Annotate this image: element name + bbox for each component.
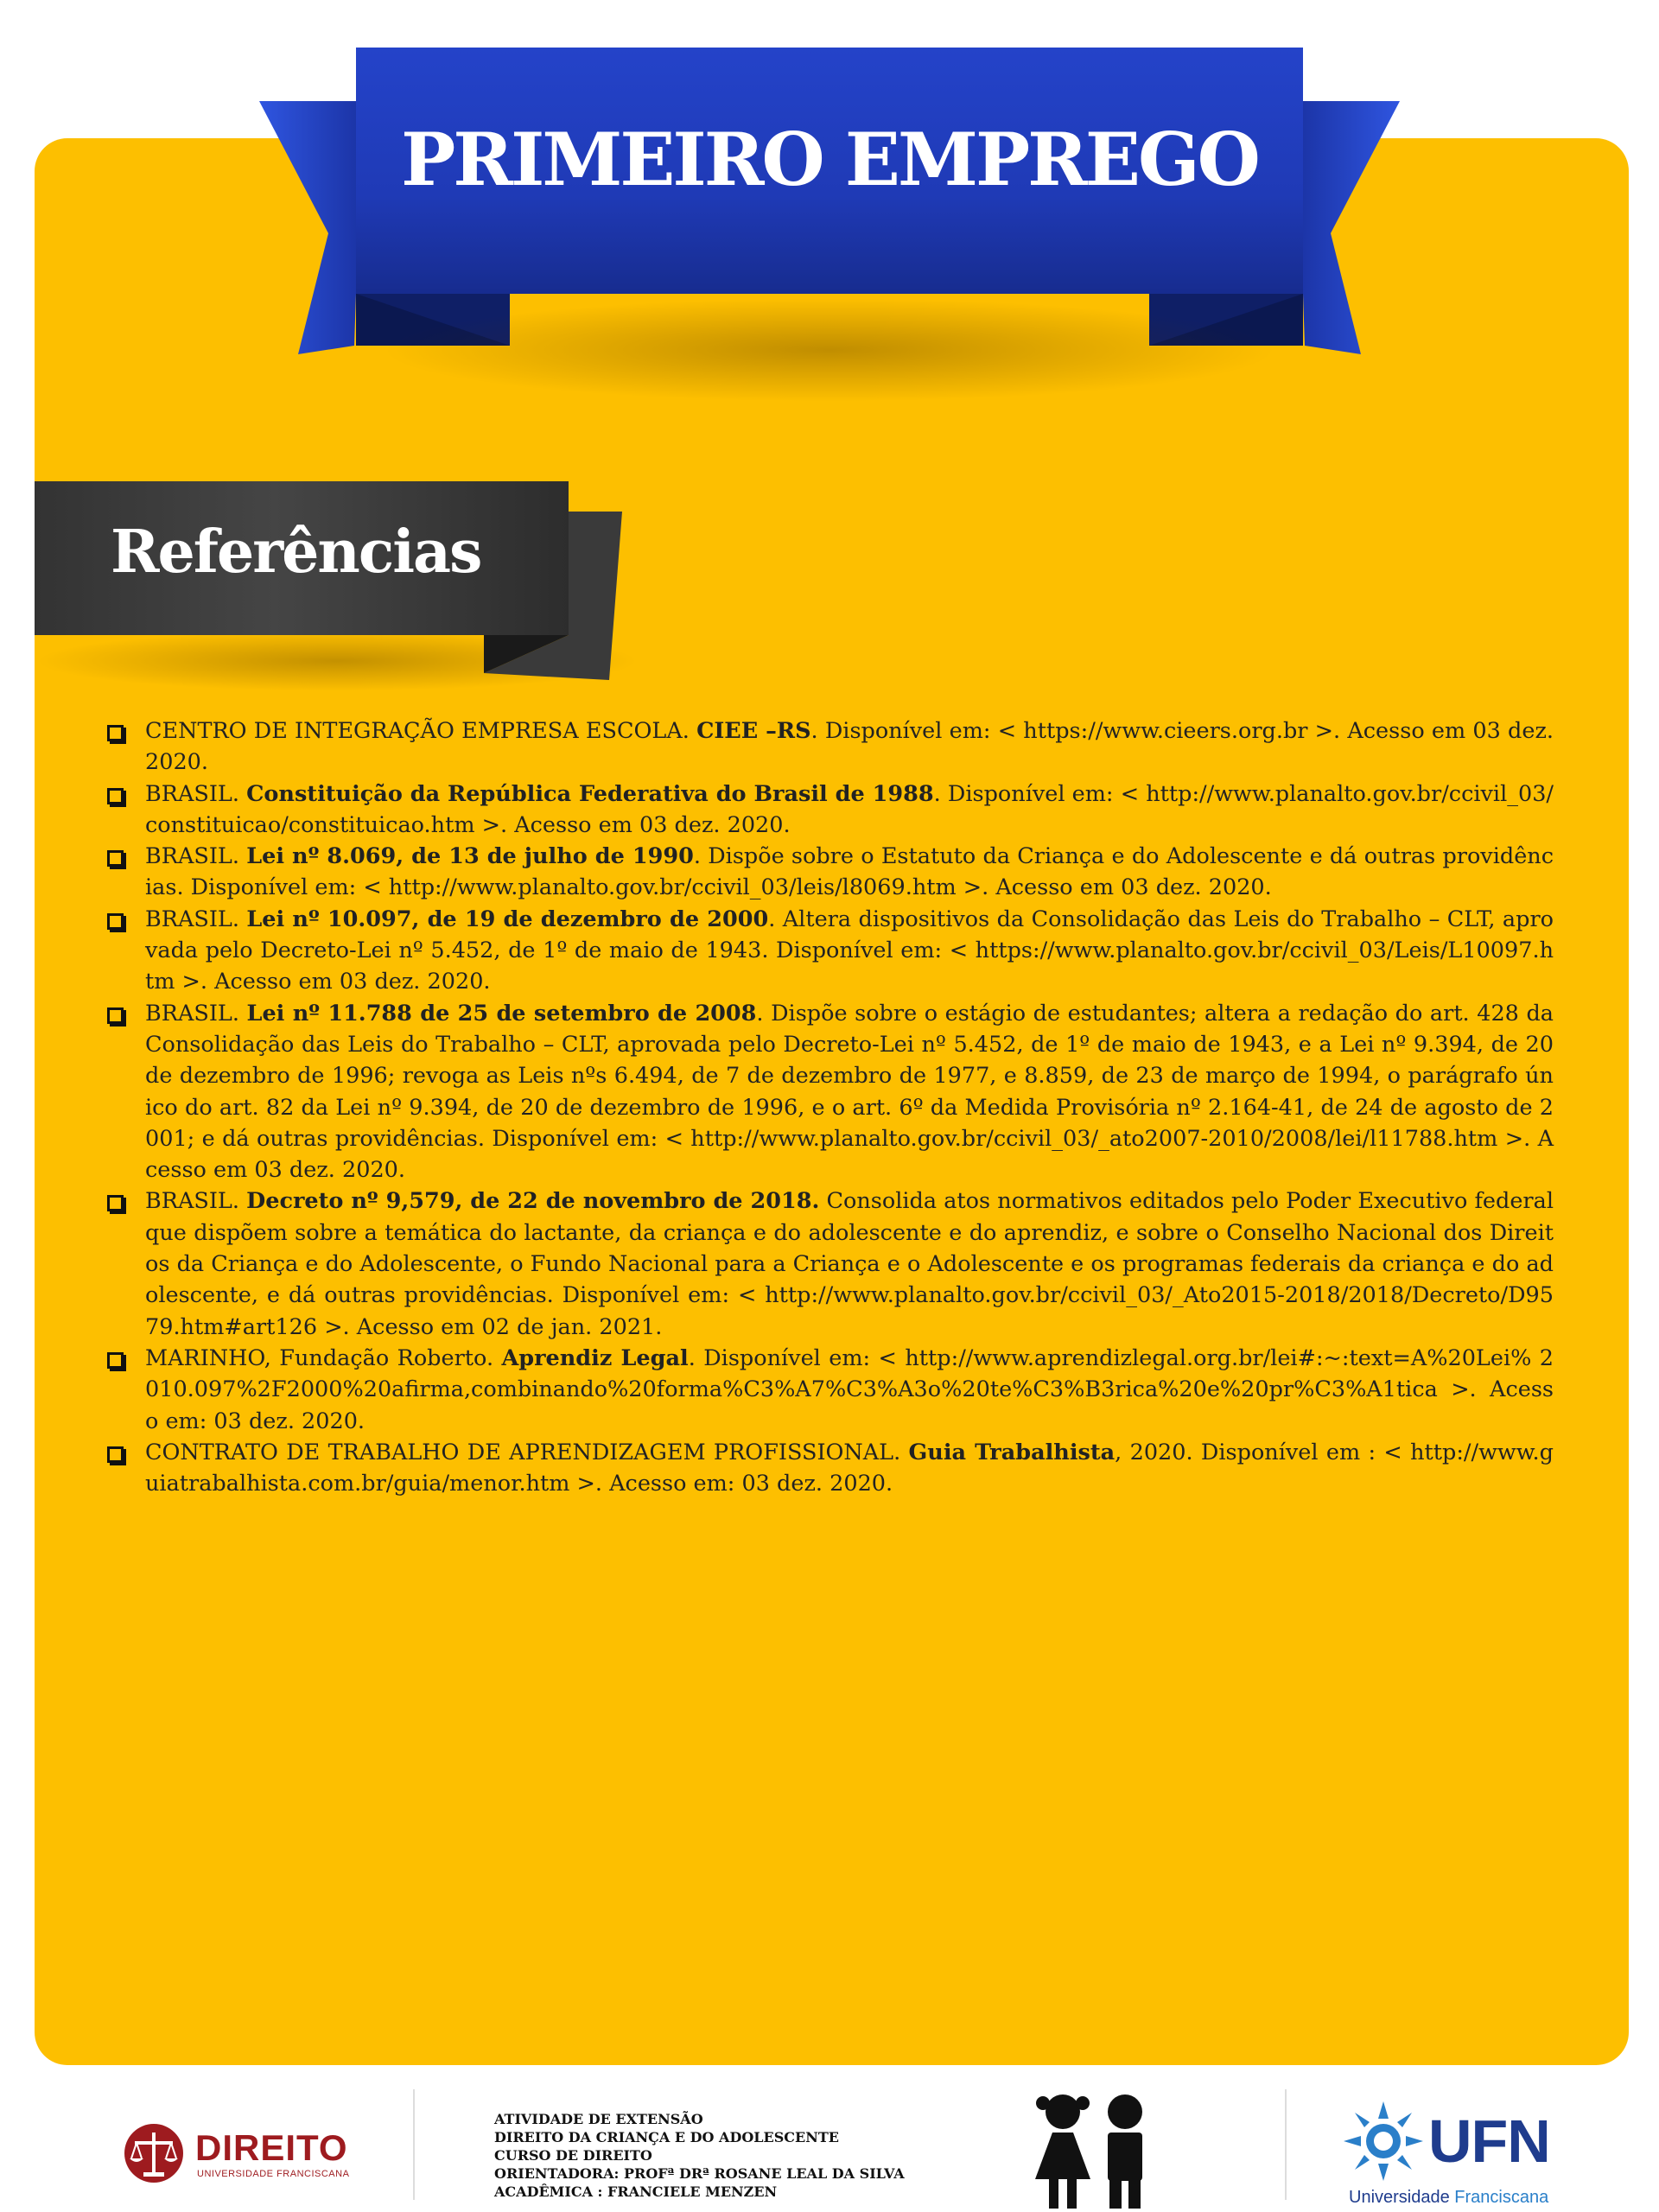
reference-item: [105, 779, 1554, 842]
ufn-sun-icon: [1344, 2101, 1423, 2181]
page-title: PRIMEIRO EMPREGO: [401, 117, 1258, 202]
section-title: Referências: [111, 518, 481, 587]
checkbox-bullet-icon: [107, 788, 124, 804]
reference-text: MARINHO, Fundação Roberto.: [145, 1344, 502, 1371]
reference-text: Consolida atos normativos editados pelo Poder Executivo federal que dispõem sobre a temática do lactante, da criança e do adolescente e do aprendiz, e sobre o Conselho Nacional dos Direitos da Criança e do Adolescente, o Fundo Nacional para a Criança e o Adolescente e os programas federais da criança e do adolescente, e dá outras providências. Disponível em: < http://www.planalto.gov.br/ccivil_03/_Ato2015-2018/2018/Decreto/D9579.htm#art126 >. Acesso em 02 de jan. 2021.: [145, 1188, 1554, 1340]
reference-item: [105, 998, 1554, 1186]
reference-title: Aprendiz Legal: [501, 1344, 689, 1371]
reference-text: . Disponível em: < http://www.planalto.gov.br/ccivil_03/constituicao/constituicao.htm >. Acesso em 03 dez. 2020.: [145, 780, 1554, 838]
info-line: ORIENTADORA: PROFª DRª ROSANE LEAL DA SILVA: [494, 2165, 905, 2182]
checkbox-bullet-icon: [107, 1352, 124, 1369]
reference-text: CONTRATO DE TRABALHO DE APRENDIZAGEM PROFISSIONAL.: [145, 1439, 909, 1465]
ufn-sub-accent: Franciscana: [1454, 2188, 1549, 2207]
reference-title: Decreto nº 9,579, de 22 de novembro de 2018.: [246, 1188, 820, 1215]
reference-title: Lei nº 11.788 de 25 de setembro de 2008: [246, 1000, 757, 1027]
checkbox-bullet-icon: [107, 1007, 124, 1024]
info-line: DIREITO DA CRIANÇA E DO ADOLESCENTE: [494, 2129, 839, 2145]
reference-item: [105, 1185, 1554, 1342]
children-icon: [1028, 2091, 1158, 2212]
references-list: [105, 715, 1554, 1499]
reference-text: . Disponível em: < https://www.cieers.org.br >. Acesso em 03 dez. 2020.: [145, 718, 1554, 776]
reference-item: [105, 715, 1554, 779]
direito-logo-subtitle: UNIVERSIDADE FRANCISCANA: [197, 2169, 350, 2179]
ufn-logo-text: UFN: [1428, 2107, 1550, 2175]
info-line: CURSO DE DIREITO: [494, 2147, 652, 2164]
section-banner: [35, 481, 569, 635]
footer-divider: [413, 2089, 415, 2200]
reference-text: BRASIL.: [145, 780, 247, 807]
info-line: ATIVIDADE DE EXTENSÃO: [494, 2111, 703, 2127]
checkbox-bullet-icon: [107, 1446, 124, 1463]
reference-text: . Altera dispositivos da Consolidação das Leis do Trabalho – CLT, aprovada pelo Decreto-Lei nº 5.452, de 1º de maio de 1943. Disponível em: < https://www.planalto.gov.br/ccivil_03/Leis/L10097.htm >. Acesso em 03 dez. 2020.: [145, 906, 1554, 995]
ufn-sub-part: Universidade: [1349, 2188, 1455, 2207]
title-ribbon: [259, 48, 1400, 376]
ribbon-face: [356, 48, 1303, 294]
reference-title: Lei nº 8.069, de 13 de julho de 1990: [246, 843, 694, 870]
reference-title: Constituição da República Federativa do Brasil de 1988: [246, 780, 934, 807]
footer-divider: [1285, 2089, 1287, 2200]
reference-title: CIEE –RS: [696, 718, 811, 744]
reference-item: [105, 1343, 1554, 1437]
checkbox-bullet-icon: [107, 913, 124, 930]
ufn-logo-subtitle: [1349, 2188, 1548, 2208]
reference-item: [105, 904, 1554, 998]
activity-info: [494, 2110, 905, 2201]
checkbox-bullet-icon: [107, 850, 124, 867]
reference-text: . Disponível em: < http://www.aprendizlegal.org.br/lei#:~:text=A%20Lei% 2010.097%2F2000%20afirma,combinando%20forma%C3%A7%C3%A3o%20te%C3%B3rica%20e%20pr%C3%A1tica >. Acesso em: 03 dez. 2020.: [145, 1344, 1554, 1434]
scales-icon: [121, 2120, 187, 2186]
reference-text: BRASIL.: [145, 1000, 247, 1027]
reference-title: Lei nº 10.097, de 19 de dezembro de 2000: [246, 906, 769, 932]
reference-text: BRASIL.: [145, 906, 247, 932]
reference-title: Guia Trabalhista: [908, 1439, 1116, 1465]
reference-text: . Dispõe sobre o Estatuto da Criança e do Adolescente e dá outras providências. Disponível em: < http://www.planalto.gov.br/ccivil_03/leis/l8069.htm >. Acesso em 03 dez. 2020.: [145, 843, 1554, 901]
info-line: ACADÊMICA : FRANCIELE MENZEN: [494, 2183, 778, 2200]
direito-logo-text: DIREITO: [195, 2127, 348, 2168]
reference-item: [105, 1437, 1554, 1500]
checkbox-bullet-icon: [107, 1195, 124, 1211]
reference-text: , 2020. Disponível em : < http://www.guiatrabalhista.com.br/guia/menor.htm >. Acesso em: 03 dez. 2020.: [145, 1439, 1554, 1497]
footer: [0, 2074, 1659, 2212]
reference-text: . Dispõe sobre o estágio de estudantes; altera a redação do art. 428 da Consolidação das Leis do Trabalho – CLT, aprovada pelo Decreto-Lei nº 5.452, de 1º de maio de 1943, e a Lei nº 9.394, de 20 de dezembro de 1996; revoga as Leis nºs 6.494, de 7 de dezembro de 1977, e 8.859, de 23 de março de 1994, o parágrafo único do art. 82 da Lei nº 9.394, de 20 de dezembro de 1996, e o art. 6º da Medida Provisória nº 2.164-41, de 24 de agosto de 2001; e dá outras providências. Disponível em: < http://www.planalto.gov.br/ccivil_03/_ato2007-2010/2008/lei/l11788.htm >. Acesso em 03 dez. 2020.: [145, 1000, 1554, 1184]
ribbon-shadow: [380, 298, 1279, 402]
reference-text: BRASIL.: [145, 843, 247, 870]
reference-item: [105, 841, 1554, 904]
reference-text: CENTRO DE INTEGRAÇÃO EMPRESA ESCOLA.: [145, 718, 697, 744]
reference-text: BRASIL.: [145, 1188, 247, 1215]
checkbox-bullet-icon: [107, 725, 124, 741]
